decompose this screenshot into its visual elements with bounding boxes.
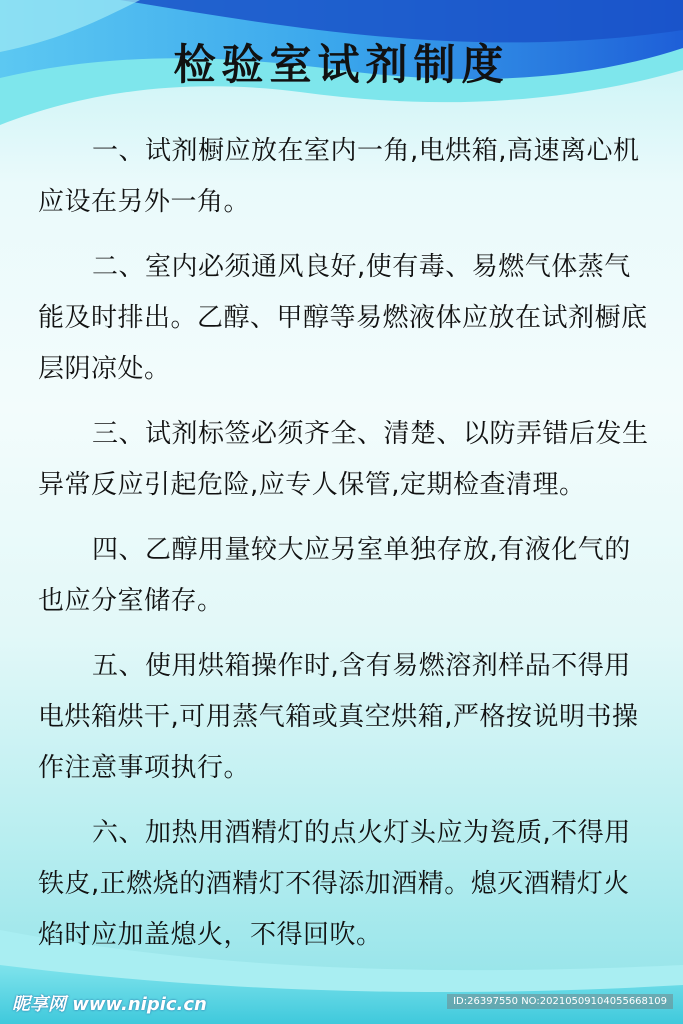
watermark-id: ID:26397550 NO:20210509104055668109 [447,994,673,1009]
rule-paragraph: 三、试剂标签必须齐全、清楚、以防弄错后发生异常反应引起危险,应专人保管,定期检查清理。 [38,419,649,500]
rule-paragraph: 六、加热用酒精灯的点火灯头应为瓷质,不得用铁皮,正燃烧的酒精灯不得添加酒精。熄灭酒精灯火焰时应加盖熄火，不得回吹。 [38,818,631,950]
rule-paragraph: 四、乙醇用量较大应另室单独存放,有液化气的也应分室储存。 [38,535,631,616]
watermark-logo: 昵享网 www.nipic.cn [12,994,207,1015]
rule-paragraph: 一、试剂橱应放在室内一角,电烘箱,高速离心机应设在另外一角。 [38,136,640,217]
rule-paragraph: 二、室内必须通风良好,使有毒、易燃气体蒸气能及时排出。乙醇、甲醇等易燃液体应放在试剂橱底层阴凉处。 [38,252,648,384]
rules-list [38,126,656,975]
rule-paragraph: 五、使用烘箱操作时,含有易燃溶剂样品不得用电烘箱烘干,可用蒸气箱或真空烘箱,严格按说明书操作注意事项执行。 [38,651,639,783]
page-title: 检验室试剂制度 [173,40,510,89]
